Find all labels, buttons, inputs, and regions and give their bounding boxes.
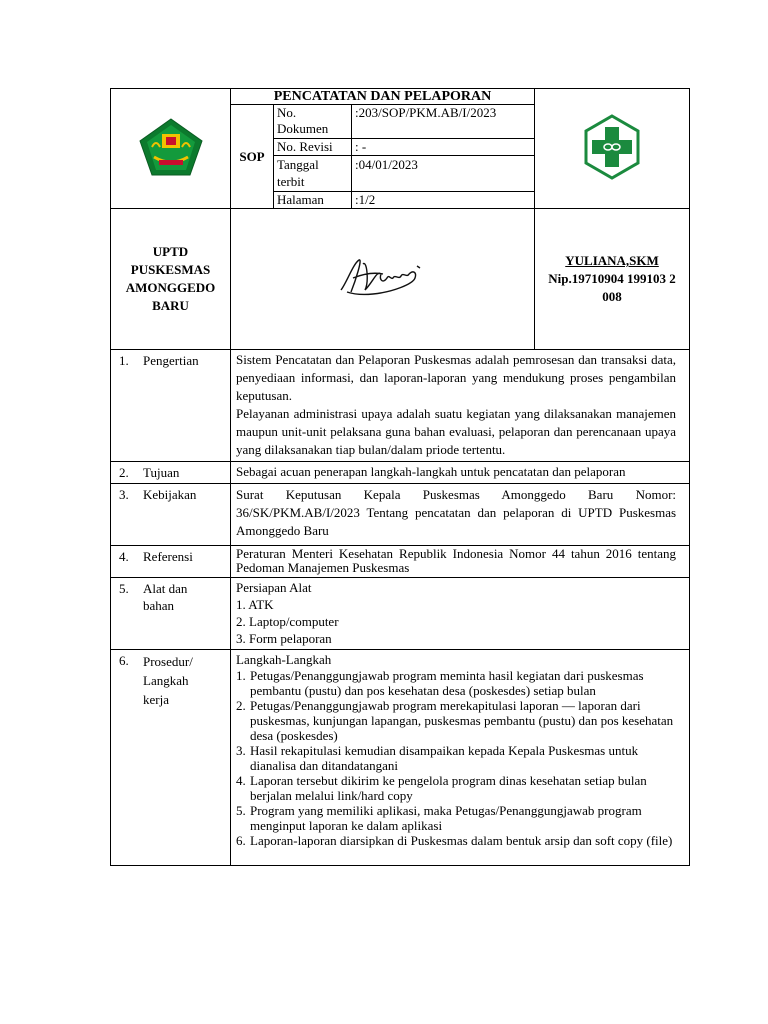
field-label-no-revisi: No. Revisi <box>274 139 352 156</box>
sop-document <box>110 88 689 866</box>
section-2-label-cell <box>111 462 231 484</box>
field-value-no-revisi: : - <box>352 139 535 156</box>
section-6-label: Prosedur/ Langkah kerja <box>143 654 193 707</box>
field-label-no-dokumen: No. Dokumen <box>274 105 352 139</box>
step-number: 6. <box>236 833 246 848</box>
field-value-halaman: :1/2 <box>352 192 535 209</box>
list-item <box>236 668 676 698</box>
section-5-content <box>231 578 690 650</box>
list-item <box>236 743 676 773</box>
step-number: 3. <box>236 743 246 758</box>
section-4-number: 4. <box>119 549 129 564</box>
section-3-number: 3. <box>119 487 129 502</box>
list-item <box>236 803 676 833</box>
puskesmas-cross-logo-icon <box>583 114 641 180</box>
list-item <box>236 833 676 848</box>
section-6-label-cell <box>111 650 231 866</box>
section-1-content <box>231 350 690 462</box>
section-2-label: Tujuan <box>143 465 180 480</box>
org-name: UPTD PUSKESMAS AMONGGEDO BARU <box>111 209 231 350</box>
list-item <box>236 698 676 743</box>
signature-image <box>333 252 433 302</box>
section-2-number: 2. <box>119 465 129 480</box>
section-5-heading: Persiapan Alat <box>236 580 312 595</box>
section-1-number: 1. <box>119 353 129 368</box>
section-2-content: Sebagai acuan penerapan langkah-langkah untuk pencatatan dan pelaporan <box>231 462 690 484</box>
step-text: Petugas/Penanggungjawab program merekapitulasi laporan — laporan dari puskesmas, kunjungan lapangan, puskesmas pembantu (pustu) dan pos kesehatan desa (poskesdes) <box>250 698 674 743</box>
section-1-label-cell <box>111 350 231 462</box>
section-3-content: Surat Keputusan Kepala Puskesmas Amonggedo Baru Nomor: 36/SK/PKM.AB/I/2023 Tentang pencatatan dan pelaporan di UPTD Puskesmas Amonggedo Baru <box>231 484 690 546</box>
section-4-label: Referensi <box>143 549 193 564</box>
step-number: 5. <box>236 803 246 818</box>
section-5-number: 5. <box>119 581 129 596</box>
step-text: Program yang memiliki aplikasi, maka Petugas/Penanggungjawab program menginput laporan ke dalam aplikasi <box>250 803 642 833</box>
signatory-name: YULIANA,SKM <box>565 253 659 268</box>
section-1-label: Pengertian <box>143 353 199 368</box>
step-number: 1. <box>236 668 246 683</box>
signatory-cell <box>535 209 690 350</box>
step-number: 2. <box>236 698 246 713</box>
provincial-emblem-icon <box>138 117 204 177</box>
field-label-tanggal-terbit: Tanggal terbit <box>274 156 352 192</box>
step-text: Laporan-laporan diarsipkan di Puskesmas dalam bentuk arsip dan soft copy (file) <box>250 833 673 848</box>
step-text: Hasil rekapitulasi kemudian disampaikan kepada Kepala Puskesmas untuk dianalisa dan ditandatangani <box>250 743 639 773</box>
section-5-label-cell <box>111 578 231 650</box>
section-1-paragraph-1: Sistem Pencatatan dan Pelaporan Puskesmas adalah pemrosesan dan transaksi data, penyediaan informasi, dan laporan-laporan yang mendukung proses pengambilan keputusan. <box>236 352 677 403</box>
step-text: Petugas/Penanggungjawab program meminta hasil kegiatan dari puskesmas pembantu (pustu) dan pos kesehatan desa (poskesdes) setiap bulan <box>250 668 644 698</box>
section-3-label-cell <box>111 484 231 546</box>
list-item: 2. Laptop/computer <box>236 614 339 629</box>
section-1-paragraph-2: Pelayanan administrasi upaya adalah suatu kegiatan yang dilaksanakan manajemen maupun unit-unit pelaksana guna bahan evaluasi, pelaporan dan perencanaan upaya yang dilaksanakan tiap bulan/dalam priode tertentu. <box>236 406 677 457</box>
section-3-label: Kebijakan <box>143 487 197 502</box>
section-4-label-cell <box>111 546 231 578</box>
field-value-no-dokumen: :203/SOP/PKM.AB/I/2023 <box>352 105 535 139</box>
right-logo-cell <box>535 89 690 209</box>
list-item <box>236 773 676 803</box>
section-6-number: 6. <box>119 653 129 668</box>
section-5-label: Alat dan bahan <box>143 581 188 613</box>
step-text: Laporan tersebut dikirim ke pengelola program dinas kesehatan setiap bulan berjalan melalui link/hard copy <box>250 773 647 803</box>
signatory-nip: Nip.19710904 199103 2 008 <box>548 271 676 304</box>
list-item: 1. ATK <box>236 597 274 612</box>
list-item: 3. Form pelaporan <box>236 631 332 646</box>
sop-table <box>110 88 690 866</box>
sop-label: SOP <box>231 105 274 209</box>
step-number: 4. <box>236 773 246 788</box>
left-logo-cell <box>111 89 231 209</box>
field-value-tanggal-terbit: :04/01/2023 <box>352 156 535 192</box>
field-label-halaman: Halaman <box>274 192 352 209</box>
section-6-heading: Langkah-Langkah <box>236 652 332 667</box>
signature-cell <box>231 209 535 350</box>
document-title: PENCATATAN DAN PELAPORAN <box>231 89 535 105</box>
section-6-content <box>231 650 690 866</box>
section-4-content: Peraturan Menteri Kesehatan Republik Indonesia Nomor 44 tahun 2016 tentang Pedoman Manajemen Puskesmas <box>231 546 690 578</box>
